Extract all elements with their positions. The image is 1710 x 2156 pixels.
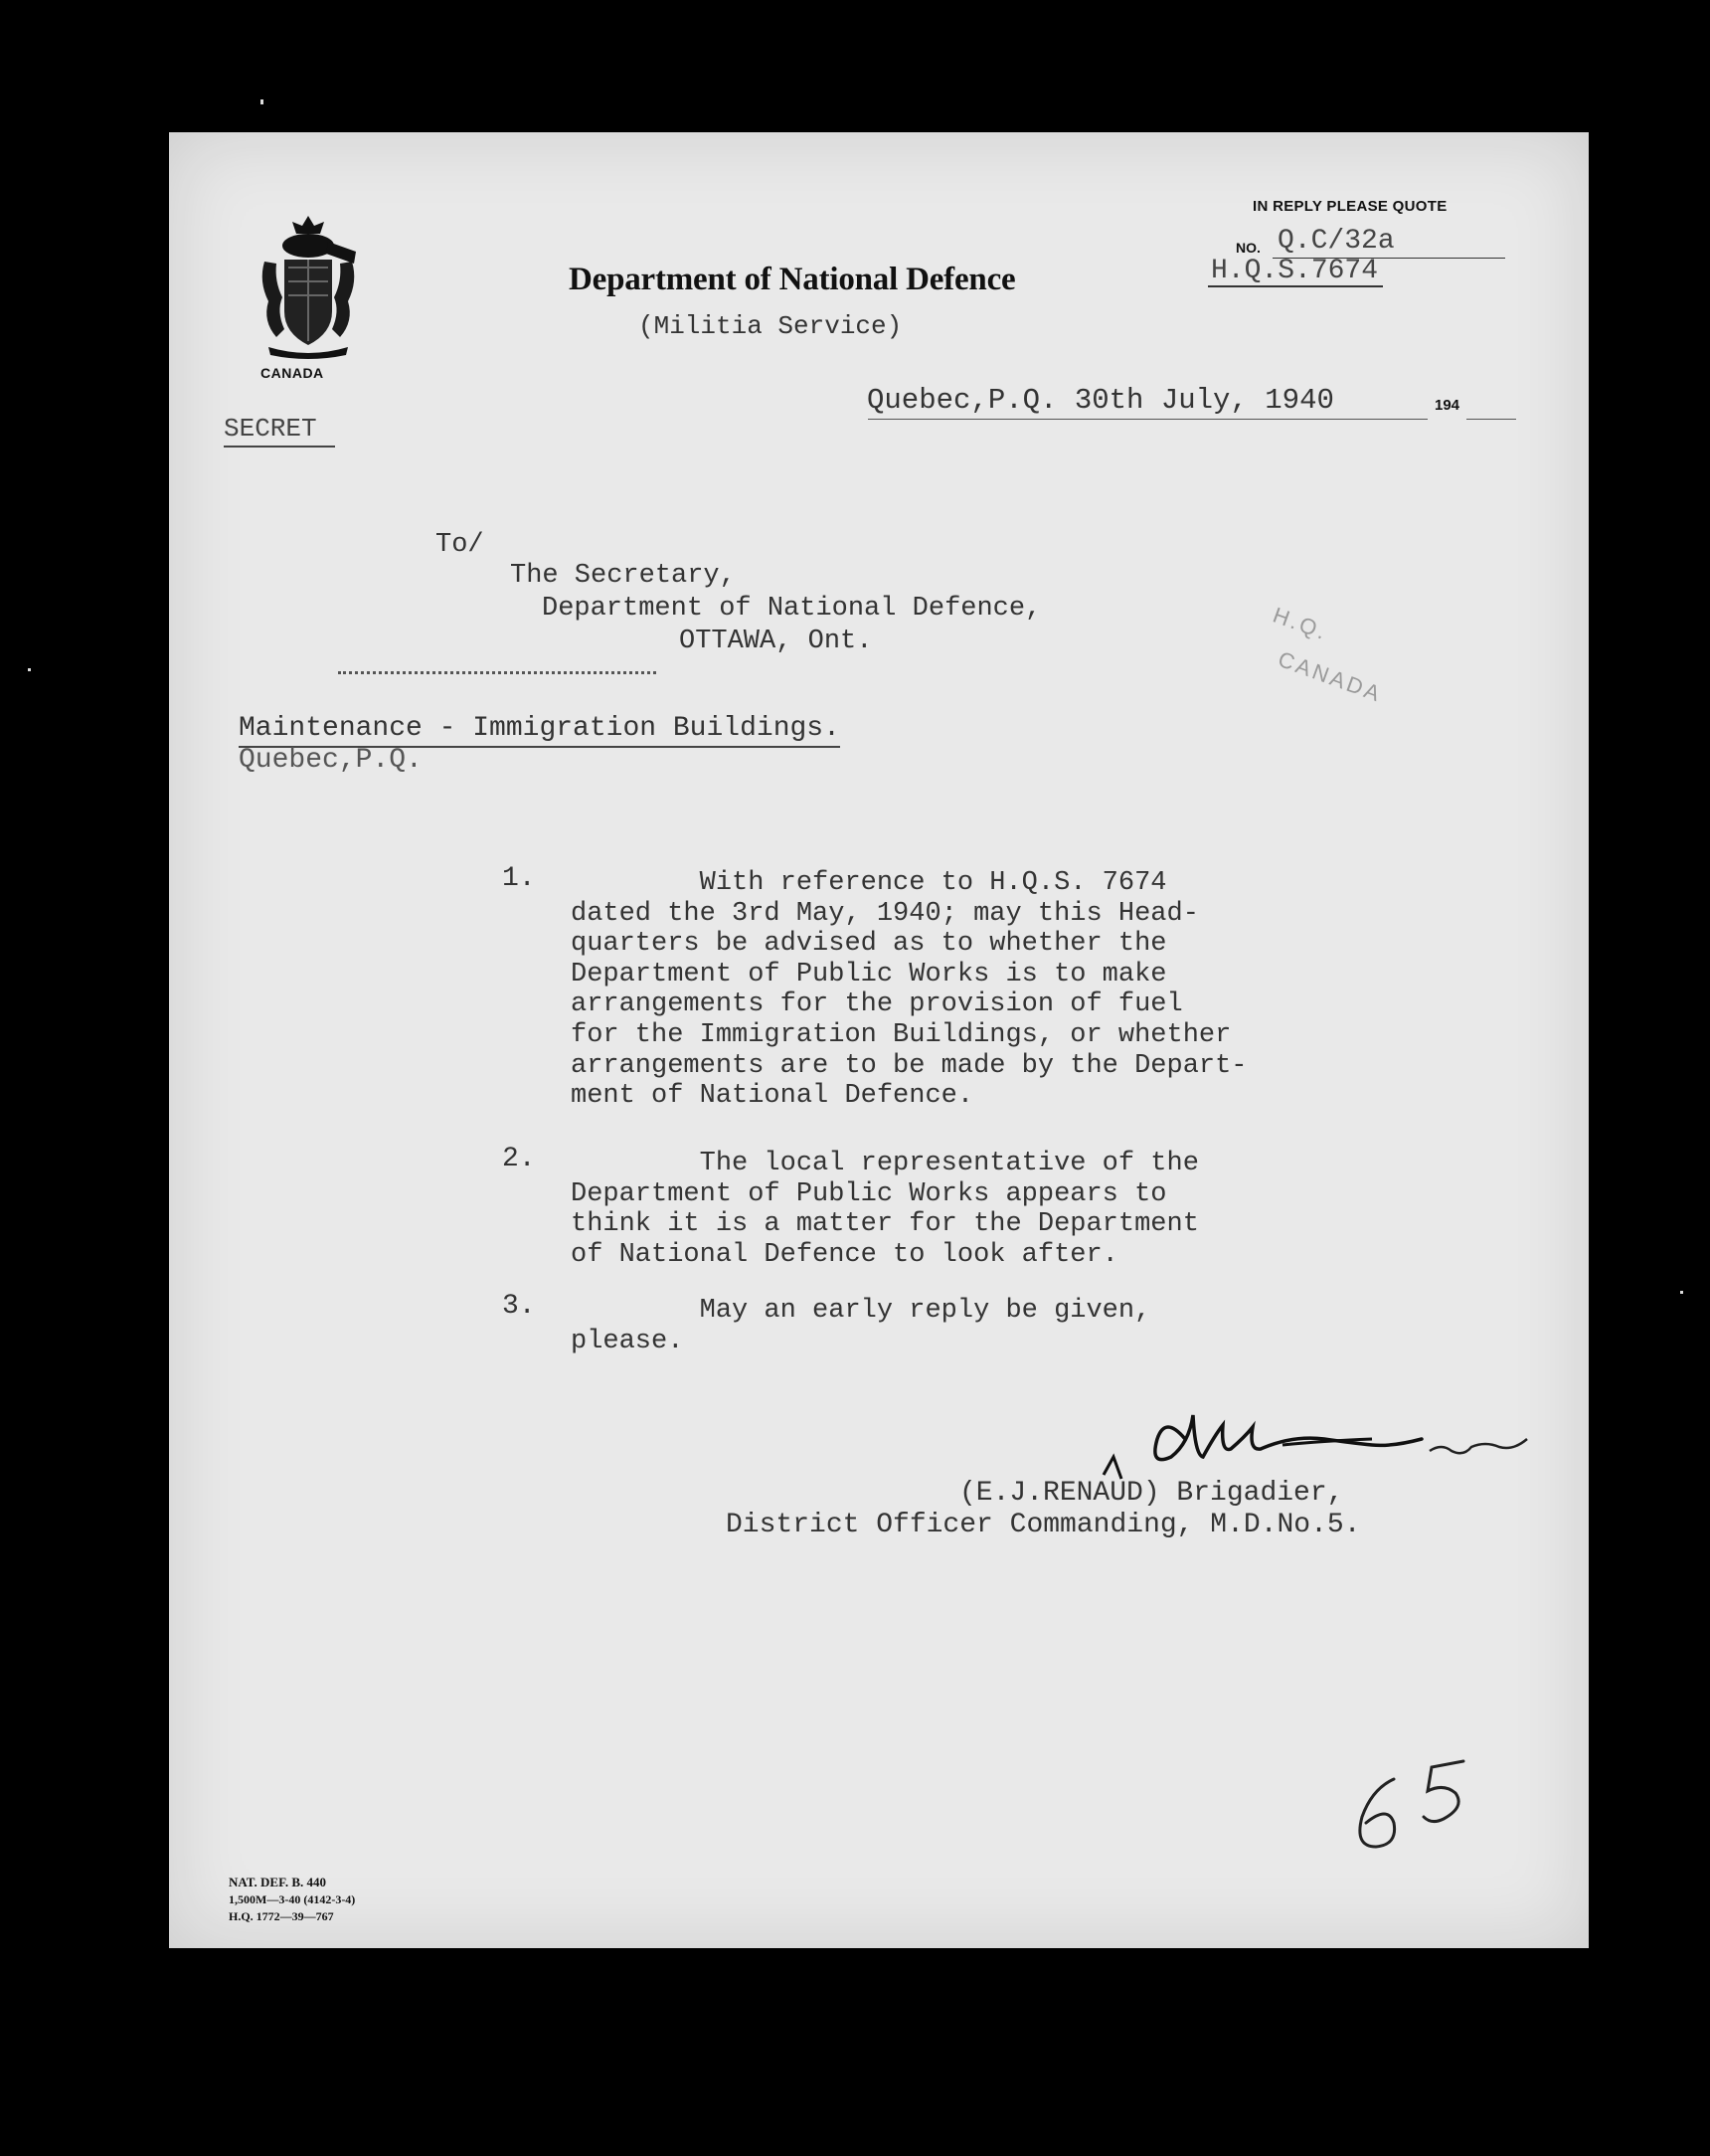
department-title: Department of National Defence: [569, 262, 1016, 297]
reply-quote-label: IN REPLY PLEASE QUOTE: [1253, 198, 1448, 215]
date-line: Quebec,P.Q. 30th July, 1940: [867, 384, 1334, 417]
to-label: To/: [435, 530, 484, 560]
paragraph-number: 1.: [502, 863, 536, 894]
reference-underline: [1208, 285, 1383, 287]
subject-line: Maintenance - Immigration Buildings.: [239, 713, 840, 748]
form-code-line-2: 1,500M—3-40 (4142-3-4): [229, 1892, 356, 1906]
stamp-line-1: H.Q.: [1270, 602, 1332, 645]
crest-label: CANADA: [260, 365, 324, 381]
letter-page: [169, 132, 1589, 1948]
handwritten-folio-number: [1332, 1743, 1511, 1863]
classification-marking: SECRET: [224, 414, 335, 448]
paragraph-text: May an early reply be given, please.: [571, 1296, 1151, 1356]
reference-number-secondary: H.Q.S.7674: [1211, 256, 1379, 286]
recipient-line-1: The Secretary,: [510, 561, 736, 591]
paragraph-number: 3.: [502, 1291, 536, 1322]
scan-speck: [1680, 1291, 1683, 1294]
department-subtitle: (Militia Service): [638, 311, 903, 341]
paragraph-number: 2.: [502, 1144, 536, 1174]
form-code-line-3: H.Q. 1772—39—767: [229, 1909, 334, 1923]
paragraph-text: The local representative of the Department of Public Works appears to think it is a matter for the Department of National Defence to look after.: [571, 1149, 1199, 1270]
signatory-name: (E.J.RENAUD) Brigadier,: [959, 1478, 1344, 1509]
paragraph-text: With reference to H.Q.S. 7674 dated the 3rd May, 1940; may this Head- quarters be advised as to whether the Department of Public Works is to make arrangements for the provision of fuel for the Immigration Buildings, or whether arrangements are to be made by the Depart- ment of National Defence.: [571, 868, 1248, 1112]
recipient-line-3: OTTAWA, Ont.: [679, 627, 873, 656]
year-prefix: 194: [1435, 397, 1460, 414]
stamp-line-2: CANADA: [1275, 646, 1386, 708]
reference-number-primary: Q.C/32a: [1278, 226, 1395, 257]
signatory-title: District Officer Commanding, M.D.No.5.: [726, 1510, 1361, 1540]
reference-number-label: NO.: [1236, 240, 1261, 256]
recipient-line-2: Department of National Defence,: [542, 594, 1042, 624]
date-underline: [868, 419, 1428, 420]
scan-speck: [260, 99, 263, 104]
scan-speck: [28, 668, 31, 671]
canada-coat-of-arms-icon: [255, 212, 362, 361]
form-code-line-1: NAT. DEF. B. 440: [229, 1875, 326, 1889]
received-stamp: [1200, 589, 1540, 809]
subject-location: Quebec,P.Q.: [239, 745, 423, 776]
year-underline: [1466, 419, 1516, 420]
dotted-separator: [338, 671, 656, 674]
